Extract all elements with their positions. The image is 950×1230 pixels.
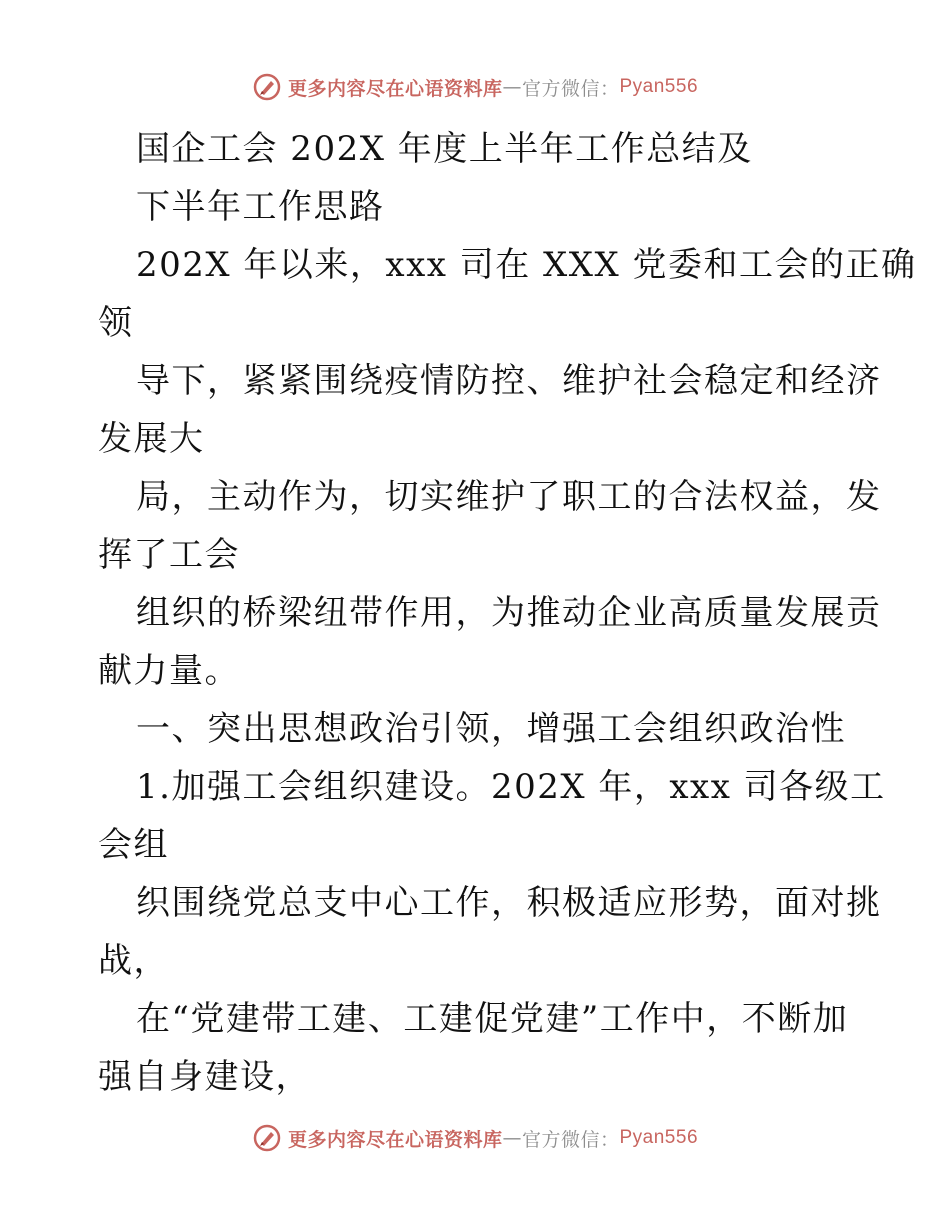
pen-logo-icon: [252, 1123, 282, 1153]
pen-logo-icon: [252, 72, 282, 102]
text-line: 局，主动作为，切实维护了职工的合法权益，发: [136, 477, 882, 517]
document-body: [98, 120, 917, 1106]
text-line: 献力量。: [98, 651, 240, 691]
text-line: 202X 年以来，xxx 司在 XXX 党委和工会的正确: [136, 245, 917, 285]
section-heading: 一、突出思想政治引领，增强工会组织政治性: [136, 709, 846, 749]
header-watermark: [0, 72, 950, 102]
watermark-wechat-label: 官方微信：: [521, 1128, 620, 1151]
text-line: 挥了工会: [98, 535, 240, 575]
watermark-wechat-id: Pyan556: [619, 76, 699, 97]
text-line: 强自身建设，: [98, 1057, 311, 1097]
watermark-dash: —: [502, 76, 522, 98]
footer-watermark: [0, 1123, 950, 1153]
text-line: 织围绕党总支中心工作，积极适应形势，面对挑: [136, 883, 882, 923]
text-line: 发展大: [98, 419, 205, 459]
text-line: 战，: [98, 941, 169, 981]
watermark-main-text: 更多内容尽在心语资料库: [287, 77, 503, 100]
text-line: 1.加强工会组织建设。202X 年，xxx 司各级工: [136, 767, 886, 807]
watermark-wechat-id: Pyan556: [619, 1127, 699, 1148]
text-line: 会组: [98, 825, 169, 865]
text-line: 组织的桥梁纽带作用，为推动企业高质量发展贡: [136, 593, 882, 633]
watermark-dash: —: [502, 1127, 522, 1149]
text-line: 在“党建带工建、工建促党建”工作中，不断加: [136, 999, 849, 1039]
text-line: 导下，紧紧围绕疫情防控、维护社会稳定和经济: [136, 361, 882, 401]
watermark-wechat-label: 官方微信：: [521, 77, 620, 100]
title-line-2: 下半年工作思路: [136, 187, 385, 227]
title-line-1: 国企工会 202X 年度上半年工作总结及: [136, 129, 753, 169]
text-line: 领: [98, 303, 134, 343]
watermark-main-text: 更多内容尽在心语资料库: [287, 1128, 503, 1151]
